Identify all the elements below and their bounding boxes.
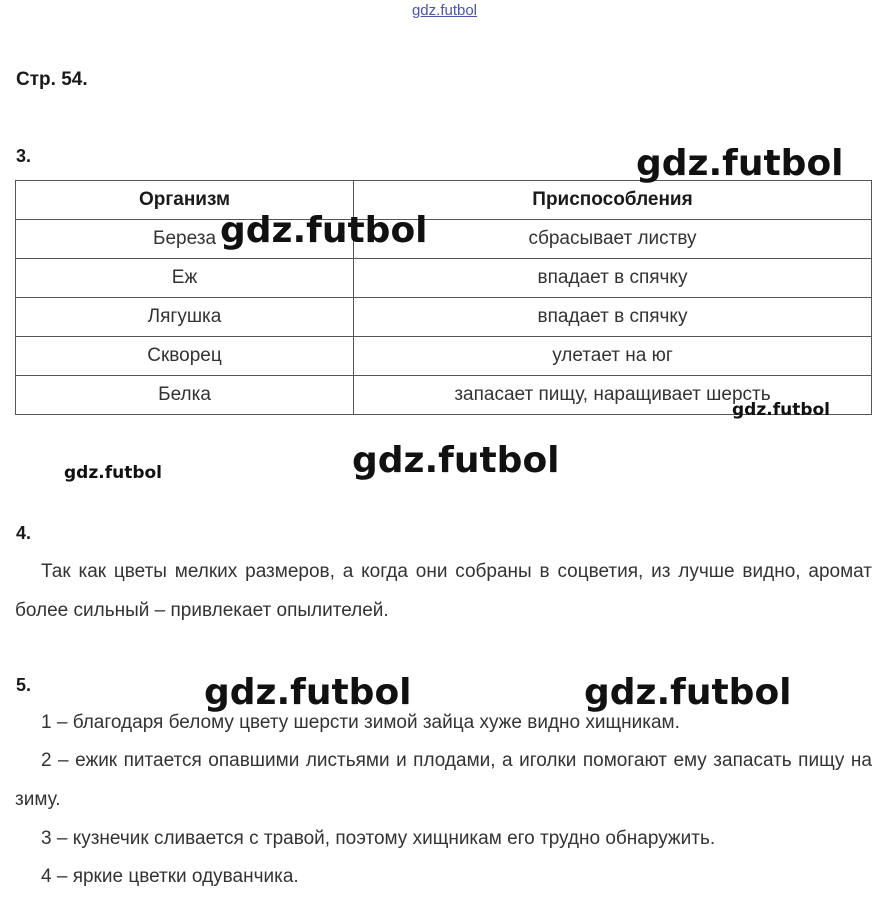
table-row — [16, 220, 872, 259]
table-row — [16, 298, 872, 337]
column-header-adaptations: Приспособления — [354, 181, 872, 220]
watermark: gdz.futbol — [204, 672, 412, 713]
answer-item: 2 – ежик питается опавшими листьями и плодами, а иголки помогают ему запасать пищу на зиму. — [15, 750, 872, 810]
section-4-number: 4. — [16, 523, 32, 543]
table-header-row — [16, 181, 872, 220]
adaptation-cell: впадает в спячку — [354, 259, 872, 298]
page-title: Стр. 54. — [16, 69, 88, 90]
adaptation-cell: впадает в спячку — [354, 298, 872, 337]
adaptation-cell: сбрасывает листву — [354, 220, 872, 259]
organism-cell: Скворец — [16, 337, 354, 376]
adaptations-table — [15, 180, 872, 415]
answer-item: 3 – кузнечик сливается с травой, поэтому хищникам его трудно обнаружить. — [41, 828, 716, 849]
table-row — [16, 337, 872, 376]
adaptation-cell: улетает на юг — [354, 337, 872, 376]
watermark: gdz.futbol — [220, 210, 428, 251]
watermark: gdz.futbol — [732, 400, 830, 420]
section-4-text: Так как цветы мелких размеров, а когда они собраны в соцветия, из лучше видно, аромат более сильный – привлекает опылителей. — [15, 561, 872, 621]
header-watermark: gdz.futbol — [411, 2, 478, 19]
organism-cell: Белка — [16, 376, 354, 415]
watermark: gdz.futbol — [584, 672, 792, 713]
section-3-number: 3. — [16, 146, 32, 166]
watermark: gdz.futbol — [64, 463, 162, 483]
section-5-number: 5. — [16, 675, 32, 695]
organism-cell: Еж — [16, 259, 354, 298]
organism-cell: Лягушка — [16, 298, 354, 337]
table-row — [16, 259, 872, 298]
answer-item: 1 – благодаря белому цвету шерсти зимой зайца хуже видно хищникам. — [41, 712, 680, 733]
watermark: gdz.futbol — [352, 440, 560, 481]
column-header-organism: Организм — [16, 181, 354, 220]
watermark: gdz.futbol — [636, 143, 844, 184]
adaptation-cell: запасает пищу, наращивает шерсть — [354, 376, 872, 415]
organism-cell: Береза — [16, 220, 354, 259]
answer-item: 4 – яркие цветки одуванчика. — [41, 866, 299, 887]
